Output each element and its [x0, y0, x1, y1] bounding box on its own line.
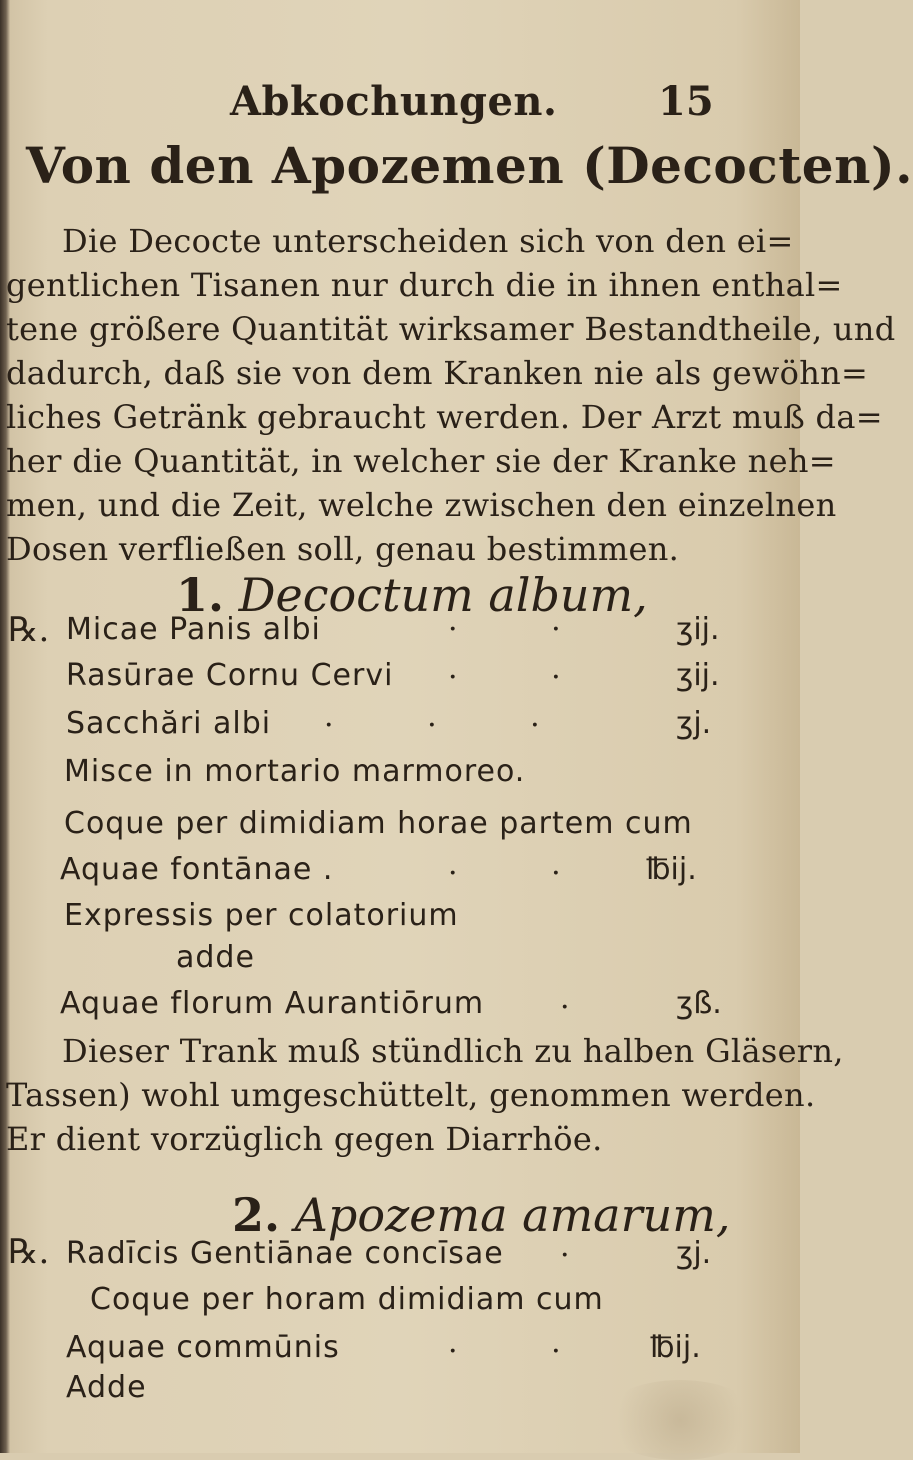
ingredient-name: Sacchări albi — [66, 706, 272, 741]
intro-line: tene größere Quantität wirksamer Bestandtheile, und — [6, 310, 896, 348]
leader-dots: · — [560, 1238, 612, 1273]
recipe-1-number: 1. — [176, 568, 225, 622]
intro-line: liches Getränk gebraucht werden. Der Arzt muß da= — [6, 398, 883, 436]
intro-line: Die Decocte unterscheiden sich von den ei= — [62, 222, 794, 260]
recipe-2-title: Apozema amarum, — [294, 1188, 731, 1242]
paper-stain — [600, 1380, 760, 1460]
recipe-symbol: ℞. — [8, 610, 50, 650]
recipe-symbol: ℞. — [8, 1232, 50, 1272]
leader-dots: · — [560, 990, 612, 1025]
ingredient-name: Micae Panis albi — [66, 612, 321, 647]
intro-line: men, und die Zeit, welche zwischen den einzelnen — [6, 486, 837, 524]
intro-line: dadurch, daß sie von dem Kranken nie als gewöhn= — [6, 354, 869, 392]
intro-line: her die Quantität, in welcher sie der Kranke neh= — [6, 442, 836, 480]
ingredient-amount: ʒij. — [676, 612, 720, 647]
ingredient-name: Rasūrae Cornu Cervi — [66, 658, 394, 693]
page-number: 15 — [658, 78, 714, 125]
leader-dots: · · — [448, 856, 603, 891]
instruction-line: Adde — [66, 1370, 147, 1405]
instruction-line: Expressis per colatorium — [64, 898, 459, 933]
recipe-2-heading — [232, 1188, 730, 1242]
intro-line: Dosen verfließen soll, genau bestimmen. — [6, 530, 680, 568]
ingredient-name: Aquae fontānae . — [60, 852, 334, 887]
running-head: Abkochungen. — [230, 78, 558, 125]
ingredient-name: Aquae florum Aurantiōrum — [60, 986, 485, 1021]
ingredient-amount: ʒß. — [676, 986, 722, 1021]
leader-dots: · · — [448, 660, 603, 695]
leader-dots: · · — [448, 1334, 603, 1369]
ingredient-name: Radīcis Gentiānae concīsae — [66, 1236, 504, 1271]
ingredient-amount: ʒij. — [676, 658, 720, 693]
recipe-2-number: 2. — [232, 1188, 281, 1242]
leader-dots: · · — [448, 612, 603, 647]
ingredient-amount: ℔ij. — [646, 852, 697, 887]
ingredient-amount: ʒj. — [676, 1236, 712, 1271]
ingredient-amount: ℔ij. — [650, 1330, 701, 1365]
instruction-line: Coque per dimidiam horae partem cum — [64, 806, 693, 841]
instruction-line: Misce in mortario marmoreo. — [64, 754, 526, 789]
instruction-line: adde — [176, 940, 255, 975]
intro-line: gentlichen Tisanen nur durch die in ihnen enthal= — [6, 266, 843, 304]
usage-note-line: Tassen) wohl umgeschüttelt, genommen werden. — [6, 1076, 816, 1114]
usage-note-line: Er dient vorzüglich gegen Diarrhöe. — [6, 1120, 603, 1158]
instruction-line: Coque per horam dimidiam cum — [90, 1282, 604, 1317]
leader-dots: · · · — [324, 708, 582, 743]
ingredient-amount: ʒj. — [676, 706, 712, 741]
page-header — [0, 78, 800, 128]
usage-note-line: Dieser Trank muß stündlich zu halben Gläsern, — [62, 1032, 844, 1070]
recipe-1-title: Decoctum album, — [238, 568, 648, 622]
chapter-title: Von den Apozemen (Decocten). — [26, 136, 913, 195]
ingredient-name: Aquae commūnis — [66, 1330, 340, 1365]
